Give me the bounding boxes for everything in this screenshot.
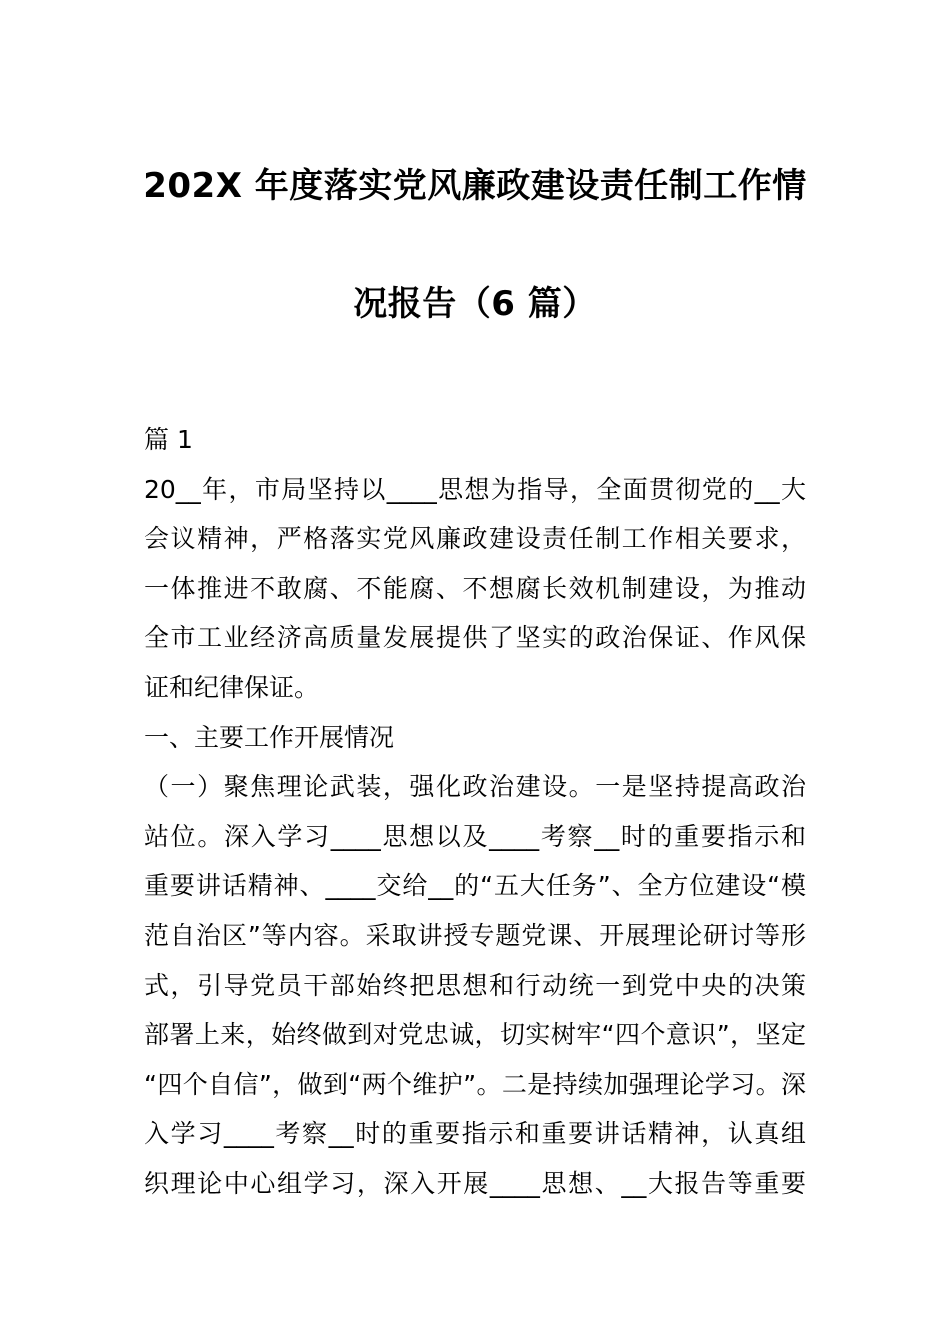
- document-body: [144, 422, 806, 1216]
- paragraph-line: 全市工业经济高质量发展提供了坚实的政治保证、作风保: [144, 623, 806, 653]
- paragraph-line: 重要讲话精神、____交给__的“五大任务”、全方位建设“模: [144, 871, 806, 901]
- section-label: 篇 1: [144, 425, 193, 454]
- paragraph-line: （一）聚焦理论武装，强化政治建设。一是坚持提高政治: [144, 772, 806, 802]
- paragraph-line: 20__年，市局坚持以____思想为指导，全面贯彻党的__大: [144, 474, 806, 504]
- paragraph-line: “四个自信”，做到“两个维护”。二是持续加强理论学习。深: [144, 1069, 806, 1099]
- paragraph-line: 一体推进不敢腐、不能腐、不想腐长效机制建设，为推动: [144, 573, 806, 603]
- paragraph-line: 范自治区”等内容。采取讲授专题党课、开展理论研讨等形: [144, 920, 806, 950]
- paragraph-line: 会议精神，严格落实党风廉政建设责任制工作相关要求，: [144, 524, 806, 554]
- paragraph-line: 式，引导党员干部始终把思想和行动统一到党中央的决策: [144, 970, 806, 1000]
- paragraph-line: 部署上来，始终做到对党忠诚，切实树牢“四个意识”，坚定: [144, 1020, 806, 1050]
- section-heading: 一、主要工作开展情况: [144, 722, 395, 752]
- paragraph-line: 入学习____考察__时的重要指示和重要讲话精神，认真组: [144, 1119, 806, 1149]
- paragraph-line: 织理论中心组学习，深入开展____思想、__大报告等重要: [144, 1168, 806, 1198]
- document-title-line-1: 202X 年度落实党风廉政建设责任制工作情: [143, 166, 807, 206]
- paragraph-line: 证和纪律保证。: [144, 672, 320, 702]
- document-title-line-2: 况报告（6 篇）: [353, 284, 597, 324]
- paragraph-line: 站位。深入学习____思想以及____考察__时的重要指示和: [144, 821, 806, 851]
